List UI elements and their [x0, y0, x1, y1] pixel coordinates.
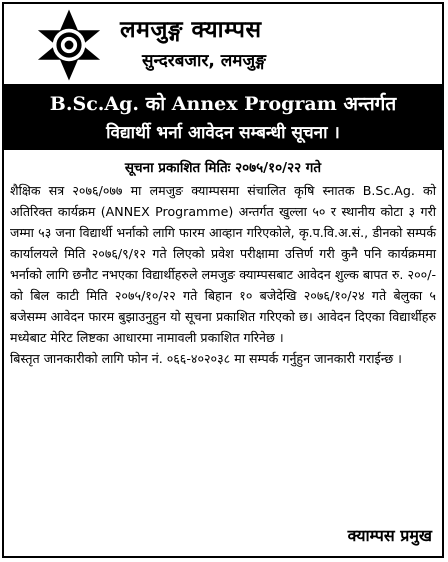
- body-paragraph-1: शैक्षिक सत्र २०७६/०७७ मा लमजुङ क्याम्पसमा संचालित कृषि स्नातक B.Sc.Ag. को अतिरिक्त कार्यक्रम (ANNEX Programme) अन्तर्गत खुल्ला ५० र स्थानीय कोटा ३ गरी जम्मा ५३ जना विद्यार्थी भर्नाको लागि फारम आव्हान गरिएकोले, कृ.प.वि.अ.सं., डीनको सम्पर्क कार्यालयले मिति २०७६/९/१२ गते लिएको प्रवेश परीक्षामा उत्तिर्ण गरी कुनै पनि कार्यक्रममा भर्नाको लागि छनौट नभएका विद्यार्थीहरुले लमजुङ क्याम्पसबाट आवेदन शुल्क बापत रु. २००/- को बिल काटी मिति २०७५/१०/२२ गते बिहान १० बजेदेखि २०७६/१०/२४ गते बेलुका ५ बजेसम्म आवेदन फारम बुझाउनुहुन यो सूचना प्रकाशित गरिएको छ। आवेदन दिएका विद्यार्थीहरु मध्येबाट मेरिट लिष्टका आधारमा नामावली प्रकाशित गरिनेछ ।: [10, 183, 436, 345]
- title-banner: [4, 84, 442, 150]
- notice-frame: [2, 2, 444, 558]
- signature-label: क्याम्पस प्रमुख: [347, 526, 432, 545]
- notice-body: [10, 180, 436, 369]
- header: [4, 4, 442, 84]
- banner-title-line2: विद्यार्थी भर्ना आवेदन सम्बन्धी सूचना ।: [106, 123, 340, 143]
- banner-title-line1: B.Sc.Ag. को Annex Program अन्तर्गत: [49, 93, 397, 115]
- org-name: लमजुङ्ग क्याम्पस: [120, 17, 262, 43]
- body-paragraph-2: बिस्तृत जानकारीको लागि फोन नं. ०६६-४०२०३८ मा सम्पर्क गर्नुहुन जानकारी गराईन्छ ।: [10, 351, 402, 366]
- org-address: सुन्दरबजार, लमजुङ्ग: [142, 51, 266, 71]
- nepal-emblem-icon: [32, 8, 106, 82]
- publication-date: सूचना प्रकाशित मितिः २०७५/१०/२२ गते: [124, 160, 322, 176]
